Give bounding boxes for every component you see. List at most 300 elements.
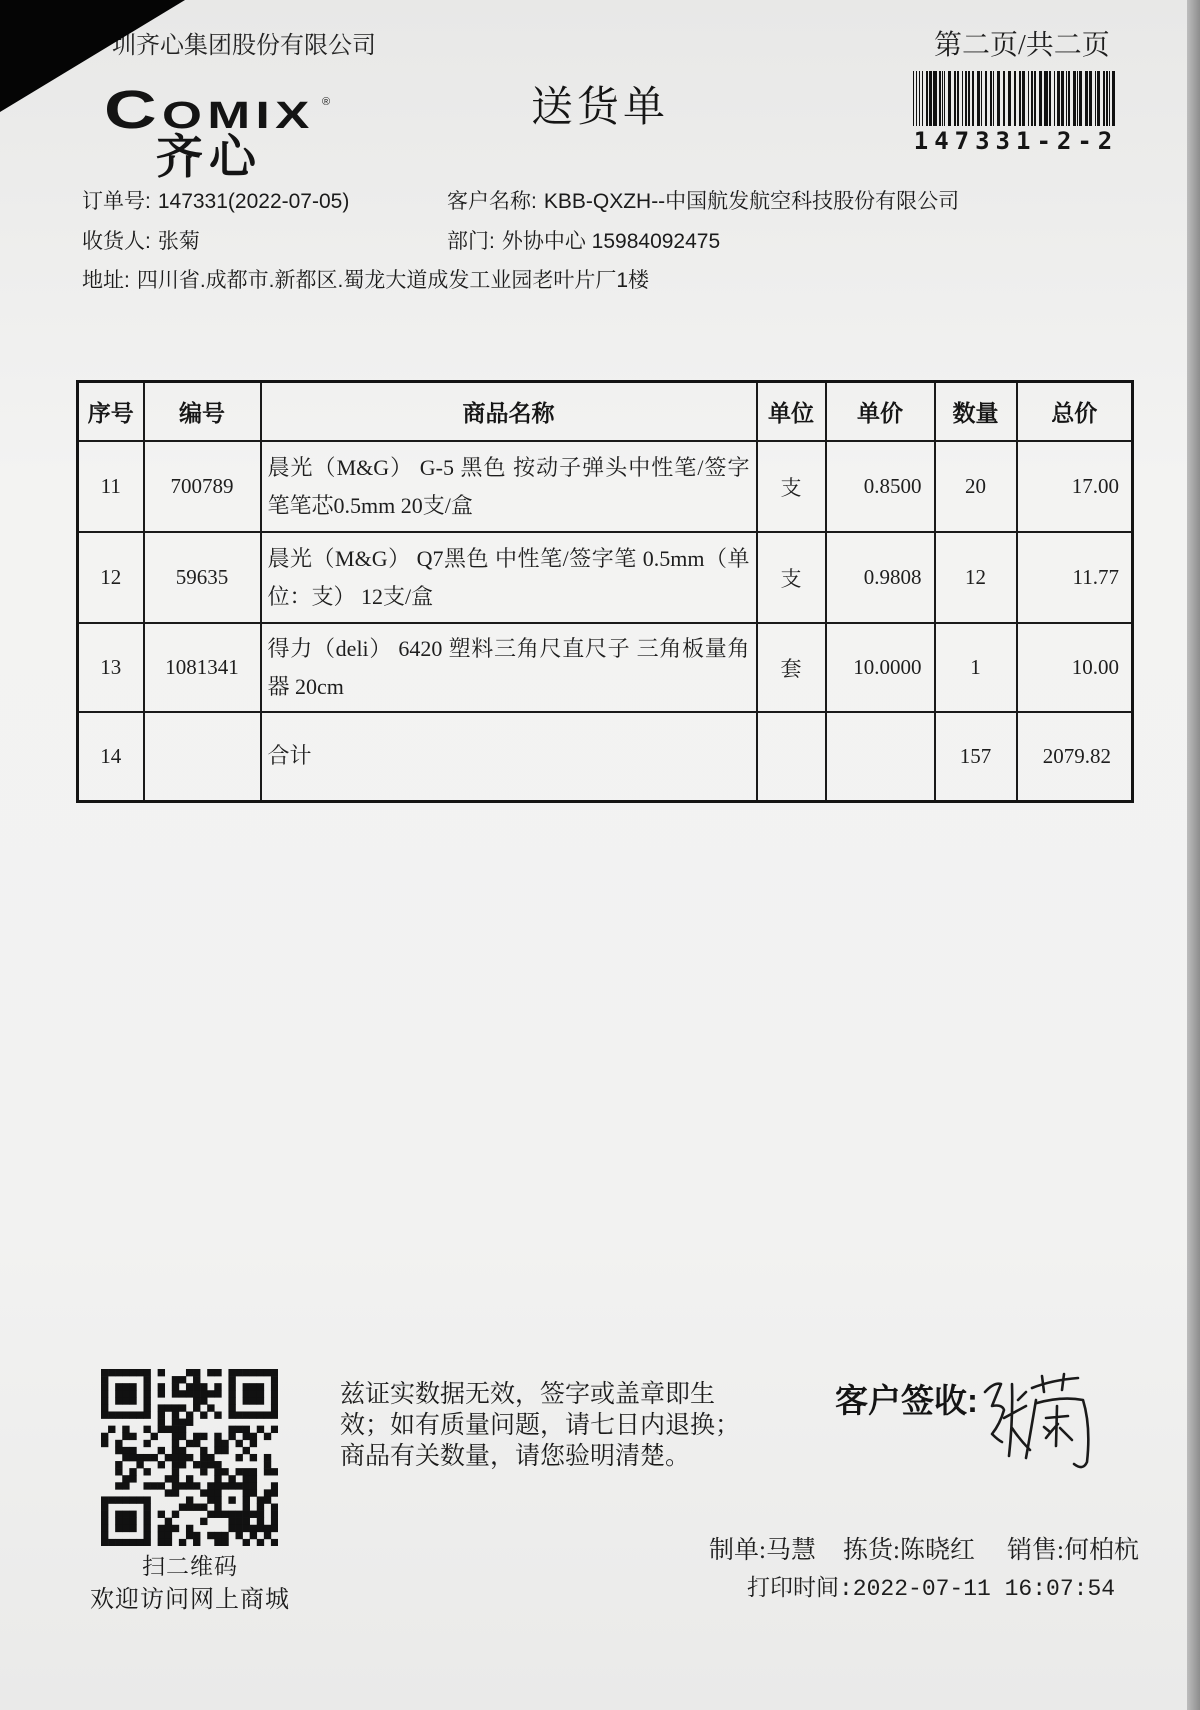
qr-module — [172, 1511, 179, 1518]
qr-module — [243, 1511, 250, 1518]
barcode-bar — [972, 71, 974, 126]
registered-mark-icon: ® — [322, 96, 331, 108]
qr-module — [271, 1511, 278, 1518]
qr-module — [122, 1411, 129, 1418]
qr-module — [214, 1482, 221, 1489]
qr-module — [250, 1532, 257, 1539]
qr-module — [101, 1518, 108, 1525]
cell-total-label: 合计 — [261, 712, 757, 801]
cell-grand-total: 2079.82 — [1017, 712, 1133, 801]
table-row — [78, 532, 1133, 623]
qr-module — [158, 1419, 165, 1426]
cell-code — [144, 712, 261, 801]
barcode-bar — [1008, 71, 1011, 126]
qr-module — [221, 1440, 228, 1447]
qr-module — [129, 1447, 136, 1454]
cell-total: 11.77 — [1017, 532, 1133, 623]
barcode-bar — [1103, 71, 1105, 126]
qr-module — [257, 1411, 264, 1418]
department-value: 外协中心 15984092475 — [501, 230, 721, 253]
barcode-bar — [1095, 71, 1096, 126]
qr-module — [136, 1411, 143, 1418]
barcode-bar — [1109, 71, 1110, 126]
qr-module — [129, 1525, 136, 1532]
qr-module — [165, 1525, 172, 1532]
logo-cn-name: 齐心 — [156, 130, 262, 183]
qr-module — [271, 1525, 278, 1532]
qr-module — [214, 1411, 221, 1418]
barcode-bar — [944, 71, 945, 126]
sales-person: 销售:何柏杭 — [1007, 1537, 1139, 1564]
barcode-bar — [926, 71, 928, 126]
receiver-label: 收货人: — [82, 230, 151, 253]
cell-seq: 11 — [78, 441, 144, 532]
qr-module — [172, 1461, 179, 1468]
qr-module — [193, 1440, 200, 1447]
qr-module — [193, 1539, 200, 1546]
qr-module — [179, 1376, 186, 1383]
qr-module — [115, 1496, 122, 1503]
table-header-row — [78, 382, 1133, 442]
qr-module — [250, 1475, 257, 1482]
qr-module — [193, 1397, 200, 1404]
qr-module — [172, 1454, 179, 1461]
qr-module — [214, 1539, 221, 1546]
qr-module — [243, 1518, 250, 1525]
cell-product-name: 得力（deli） 6420 塑料三角尺直尺子 三角板量角器 20cm — [261, 623, 757, 712]
qr-module — [143, 1525, 150, 1532]
qr-module — [193, 1504, 200, 1511]
qr-module — [236, 1426, 243, 1433]
qr-module — [129, 1397, 136, 1404]
barcode-bar — [913, 71, 914, 126]
qr-module — [207, 1482, 214, 1489]
order-number — [82, 190, 349, 214]
qr-module — [228, 1397, 235, 1404]
qr-module — [122, 1511, 129, 1518]
company-name: 圳齐心集团股份有限公司 — [112, 32, 376, 59]
qr-module — [228, 1426, 235, 1433]
col-header-total: 总价 — [1017, 382, 1133, 442]
barcode-bar — [1061, 71, 1064, 126]
qr-module — [193, 1390, 200, 1397]
document-title: 送货单 — [530, 83, 669, 130]
qr-module — [136, 1461, 143, 1468]
barcode-bar — [916, 71, 917, 126]
qr-module — [151, 1454, 158, 1461]
qr-module — [101, 1433, 108, 1440]
qr-module — [243, 1468, 250, 1475]
qr-module — [179, 1404, 186, 1411]
qr-module — [136, 1454, 143, 1461]
qr-module — [101, 1390, 108, 1397]
notice-line: 商品有关数量，请您验明清楚。 — [340, 1442, 691, 1470]
qr-module — [271, 1390, 278, 1397]
qr-module — [221, 1539, 228, 1546]
qr-module — [257, 1383, 264, 1390]
qr-module — [151, 1482, 158, 1489]
qr-module — [115, 1440, 122, 1447]
qr-module — [108, 1426, 115, 1433]
qr-module — [236, 1411, 243, 1418]
qr-module — [214, 1461, 221, 1468]
qr-module — [271, 1482, 278, 1489]
qr-module — [200, 1518, 207, 1525]
qr-module — [129, 1496, 136, 1503]
qr-module — [271, 1489, 278, 1496]
cell-unit: 支 — [757, 441, 826, 532]
qr-module — [129, 1539, 136, 1546]
qr-module — [179, 1482, 186, 1489]
qr-module — [228, 1525, 235, 1532]
qr-module — [172, 1482, 179, 1489]
qr-module — [243, 1525, 250, 1532]
qr-module — [115, 1518, 122, 1525]
barcode-bar — [1068, 71, 1070, 126]
qr-module — [101, 1383, 108, 1390]
page-indicator: 第二页/共二页 — [934, 30, 1110, 61]
qr-module — [165, 1489, 172, 1496]
cell-seq: 13 — [78, 623, 144, 712]
barcode-bar — [1039, 71, 1042, 126]
cell-quantity: 20 — [935, 441, 1017, 532]
barcode-bar — [997, 71, 1000, 126]
qr-module — [165, 1404, 172, 1411]
customer-sign-label: 客户签收: — [835, 1382, 978, 1419]
qr-module — [214, 1475, 221, 1482]
qr-module — [122, 1496, 129, 1503]
qr-module — [243, 1496, 250, 1503]
cell-unit-price — [826, 712, 935, 801]
barcode-bar — [1054, 71, 1055, 126]
qr-module — [200, 1383, 207, 1390]
qr-module — [250, 1390, 257, 1397]
qr-module — [271, 1376, 278, 1383]
qr-module — [186, 1496, 193, 1503]
qr-module — [200, 1411, 207, 1418]
col-header-quantity: 数量 — [935, 382, 1017, 442]
cell-code: 59635 — [144, 532, 261, 623]
barcode-bar — [957, 71, 959, 126]
receiver — [82, 230, 200, 254]
qr-module — [250, 1397, 257, 1404]
qr-module — [143, 1518, 150, 1525]
qr-module — [158, 1390, 165, 1397]
notice-text — [340, 1379, 740, 1472]
print-time: 打印时间:2022-07-11 16:07:54 — [747, 1576, 1116, 1602]
qr-module — [158, 1511, 165, 1518]
qr-module — [193, 1376, 200, 1383]
qr-module — [250, 1433, 257, 1440]
qr-module — [179, 1419, 186, 1426]
notice-line: 兹证实数据无效，签字或盖章即生 — [340, 1380, 716, 1408]
qr-module — [193, 1404, 200, 1411]
qr-module — [136, 1496, 143, 1503]
qr-module — [250, 1383, 257, 1390]
barcode-bar — [981, 71, 982, 126]
qr-module — [115, 1397, 122, 1404]
qr-module — [172, 1433, 179, 1440]
qr-module — [143, 1454, 150, 1461]
qr-module — [186, 1482, 193, 1489]
barcode-bar — [1077, 71, 1078, 126]
qr-module — [257, 1397, 264, 1404]
qr-module — [243, 1426, 250, 1433]
qr-module — [129, 1411, 136, 1418]
qr-module — [158, 1539, 165, 1546]
qr-module — [179, 1426, 186, 1433]
qr-module — [264, 1532, 271, 1539]
qr-module — [228, 1390, 235, 1397]
qr-module — [129, 1369, 136, 1376]
qr-module — [221, 1468, 228, 1475]
qr-module — [214, 1504, 221, 1511]
qr-module — [172, 1447, 179, 1454]
qr-module — [236, 1532, 243, 1539]
notice-line: 效；如有质量问题，请七日内退换； — [340, 1411, 741, 1439]
qr-module — [129, 1433, 136, 1440]
barcode-bar — [962, 71, 963, 126]
qr-module — [243, 1489, 250, 1496]
signature-stroke — [1032, 1374, 1078, 1392]
signature-stroke — [1044, 1406, 1072, 1446]
qr-module — [193, 1369, 200, 1376]
qr-module — [129, 1518, 136, 1525]
cell-code: 700789 — [144, 441, 261, 532]
qr-module — [250, 1468, 257, 1475]
barcode-bar — [1014, 71, 1016, 126]
qr-module — [122, 1447, 129, 1454]
table-row — [78, 623, 1133, 712]
qr-module — [143, 1482, 150, 1489]
qr-module — [179, 1447, 186, 1454]
barcode — [911, 71, 1121, 126]
qr-module — [101, 1369, 108, 1376]
qr-module — [193, 1383, 200, 1390]
col-header-product-name: 商品名称 — [261, 382, 757, 442]
qr-module — [236, 1468, 243, 1475]
qr-module — [172, 1468, 179, 1475]
barcode-bar — [1106, 71, 1108, 126]
qr-module — [115, 1447, 122, 1454]
qr-module — [186, 1454, 193, 1461]
department — [447, 230, 720, 254]
barcode-bar — [933, 71, 937, 126]
qr-module — [101, 1376, 108, 1383]
qr-module — [172, 1475, 179, 1482]
qr-module — [143, 1376, 150, 1383]
qr-module — [243, 1411, 250, 1418]
qr-module — [186, 1504, 193, 1511]
cell-unit-price: 0.8500 — [826, 441, 935, 532]
qr-module — [193, 1482, 200, 1489]
qr-module — [228, 1404, 235, 1411]
qr-module — [271, 1404, 278, 1411]
customer-name-label: 客户名称: — [447, 190, 537, 213]
qr-module — [264, 1525, 271, 1532]
qr-module — [143, 1390, 150, 1397]
qr-module — [228, 1369, 235, 1376]
qr-module — [186, 1525, 193, 1532]
qr-module — [271, 1397, 278, 1404]
qr-module — [264, 1411, 271, 1418]
barcode-bar — [968, 71, 970, 126]
qr-module — [115, 1411, 122, 1418]
qr-module — [143, 1496, 150, 1503]
qr-module — [214, 1383, 221, 1390]
qr-module — [101, 1539, 108, 1546]
qr-module — [172, 1390, 179, 1397]
barcode-bar — [1085, 71, 1088, 126]
qr-module — [243, 1482, 250, 1489]
qr-module — [165, 1532, 172, 1539]
qr-module — [264, 1489, 271, 1496]
cell-code: 1081341 — [144, 623, 261, 712]
qr-module — [143, 1404, 150, 1411]
qr-module — [264, 1468, 271, 1475]
cell-unit-price: 0.9808 — [826, 532, 935, 623]
qr-module — [271, 1518, 278, 1525]
qr-module — [200, 1433, 207, 1440]
qr-module — [158, 1525, 165, 1532]
qr-module — [143, 1383, 150, 1390]
qr-module — [179, 1433, 186, 1440]
barcode-bar — [977, 71, 980, 126]
qr-module — [214, 1447, 221, 1454]
qr-module — [236, 1525, 243, 1532]
qr-module — [115, 1468, 122, 1475]
qr-module — [158, 1447, 165, 1454]
qr-module — [101, 1511, 108, 1518]
qr-module — [207, 1390, 214, 1397]
qr-module — [186, 1419, 193, 1426]
qr-module — [186, 1383, 193, 1390]
qr-module — [243, 1433, 250, 1440]
qr-module — [243, 1447, 250, 1454]
barcode-bar — [1049, 71, 1051, 126]
qr-module — [207, 1404, 214, 1411]
cell-unit-price: 10.0000 — [826, 623, 935, 712]
qr-module — [115, 1482, 122, 1489]
qr-module — [257, 1496, 264, 1503]
cell-quantity-sum: 157 — [935, 712, 1017, 801]
qr-module — [264, 1369, 271, 1376]
qr-module — [264, 1433, 271, 1440]
qr-module — [214, 1496, 221, 1503]
qr-module — [129, 1454, 136, 1461]
qr-module — [172, 1440, 179, 1447]
qr-module — [122, 1525, 129, 1532]
barcode-bar — [919, 71, 920, 126]
barcode-bar — [1031, 71, 1033, 126]
qr-module — [108, 1411, 115, 1418]
qr-module — [179, 1461, 186, 1468]
qr-module — [108, 1539, 115, 1546]
qr-module — [214, 1390, 221, 1397]
picked-by: 拣货:陈晓红 — [843, 1537, 975, 1564]
qr-module — [264, 1461, 271, 1468]
qr-module — [129, 1511, 136, 1518]
qr-module — [207, 1461, 214, 1468]
qr-module — [143, 1440, 150, 1447]
qr-module — [214, 1433, 221, 1440]
qr-module — [186, 1440, 193, 1447]
qr-module — [186, 1475, 193, 1482]
barcode-bar — [1089, 71, 1092, 126]
qr-module — [250, 1482, 257, 1489]
qr-module — [257, 1504, 264, 1511]
qr-module — [243, 1504, 250, 1511]
qr-module — [214, 1369, 221, 1376]
qr-module — [236, 1454, 243, 1461]
qr-module — [129, 1383, 136, 1390]
barcode-bar — [1112, 71, 1115, 126]
qr-module — [214, 1511, 221, 1518]
qr-module — [158, 1532, 165, 1539]
barcode-bar — [1022, 71, 1025, 126]
made-by: 制单:马慧 — [709, 1537, 816, 1564]
qr-module — [271, 1369, 278, 1376]
qr-module — [122, 1482, 129, 1489]
qr-module — [257, 1369, 264, 1376]
qr-module — [200, 1397, 207, 1404]
address-label: 地址: — [82, 269, 130, 292]
qr-module — [143, 1411, 150, 1418]
cell-seq: 14 — [78, 712, 144, 801]
cell-seq: 12 — [78, 532, 144, 623]
barcode-bar — [1057, 71, 1060, 126]
barcode-bar — [939, 71, 941, 126]
qr-module — [122, 1383, 129, 1390]
qr-module — [101, 1411, 108, 1418]
qr-module — [228, 1496, 235, 1503]
signature-stroke — [1004, 1384, 1030, 1456]
qr-module — [243, 1383, 250, 1390]
qr-module — [101, 1496, 108, 1503]
qr-module — [165, 1518, 172, 1525]
logo-brand: Comix — [104, 80, 315, 140]
qr-module — [221, 1482, 228, 1489]
qr-module — [122, 1475, 129, 1482]
qr-module — [101, 1525, 108, 1532]
qr-module — [179, 1454, 186, 1461]
qr-module — [257, 1390, 264, 1397]
qr-module — [129, 1468, 136, 1475]
qr-module — [165, 1426, 172, 1433]
qr-module — [257, 1426, 264, 1433]
qr-module — [271, 1426, 278, 1433]
col-header-unit-price: 单价 — [826, 382, 935, 442]
qr-module — [228, 1475, 235, 1482]
qr-module — [179, 1539, 186, 1546]
qr-module — [151, 1433, 158, 1440]
qr-module — [214, 1468, 221, 1475]
cell-total: 10.00 — [1017, 623, 1133, 712]
qr-module — [243, 1369, 250, 1376]
qr-module — [172, 1525, 179, 1532]
qr-module — [158, 1411, 165, 1418]
qr-module — [115, 1525, 122, 1532]
qr-module — [264, 1496, 271, 1503]
table-total-row — [78, 712, 1133, 801]
barcode-bar — [1079, 71, 1082, 126]
qr-module — [143, 1468, 150, 1475]
cell-product-name: 晨光（M&G） G-5 黑色 按动子弹头中性笔/签字笔笔芯0.5mm 20支/盒 — [261, 441, 757, 532]
barcode-number: 147331-2-2 — [913, 127, 1119, 155]
qr-module — [143, 1539, 150, 1546]
qr-module — [228, 1383, 235, 1390]
cell-quantity: 1 — [935, 623, 1017, 712]
